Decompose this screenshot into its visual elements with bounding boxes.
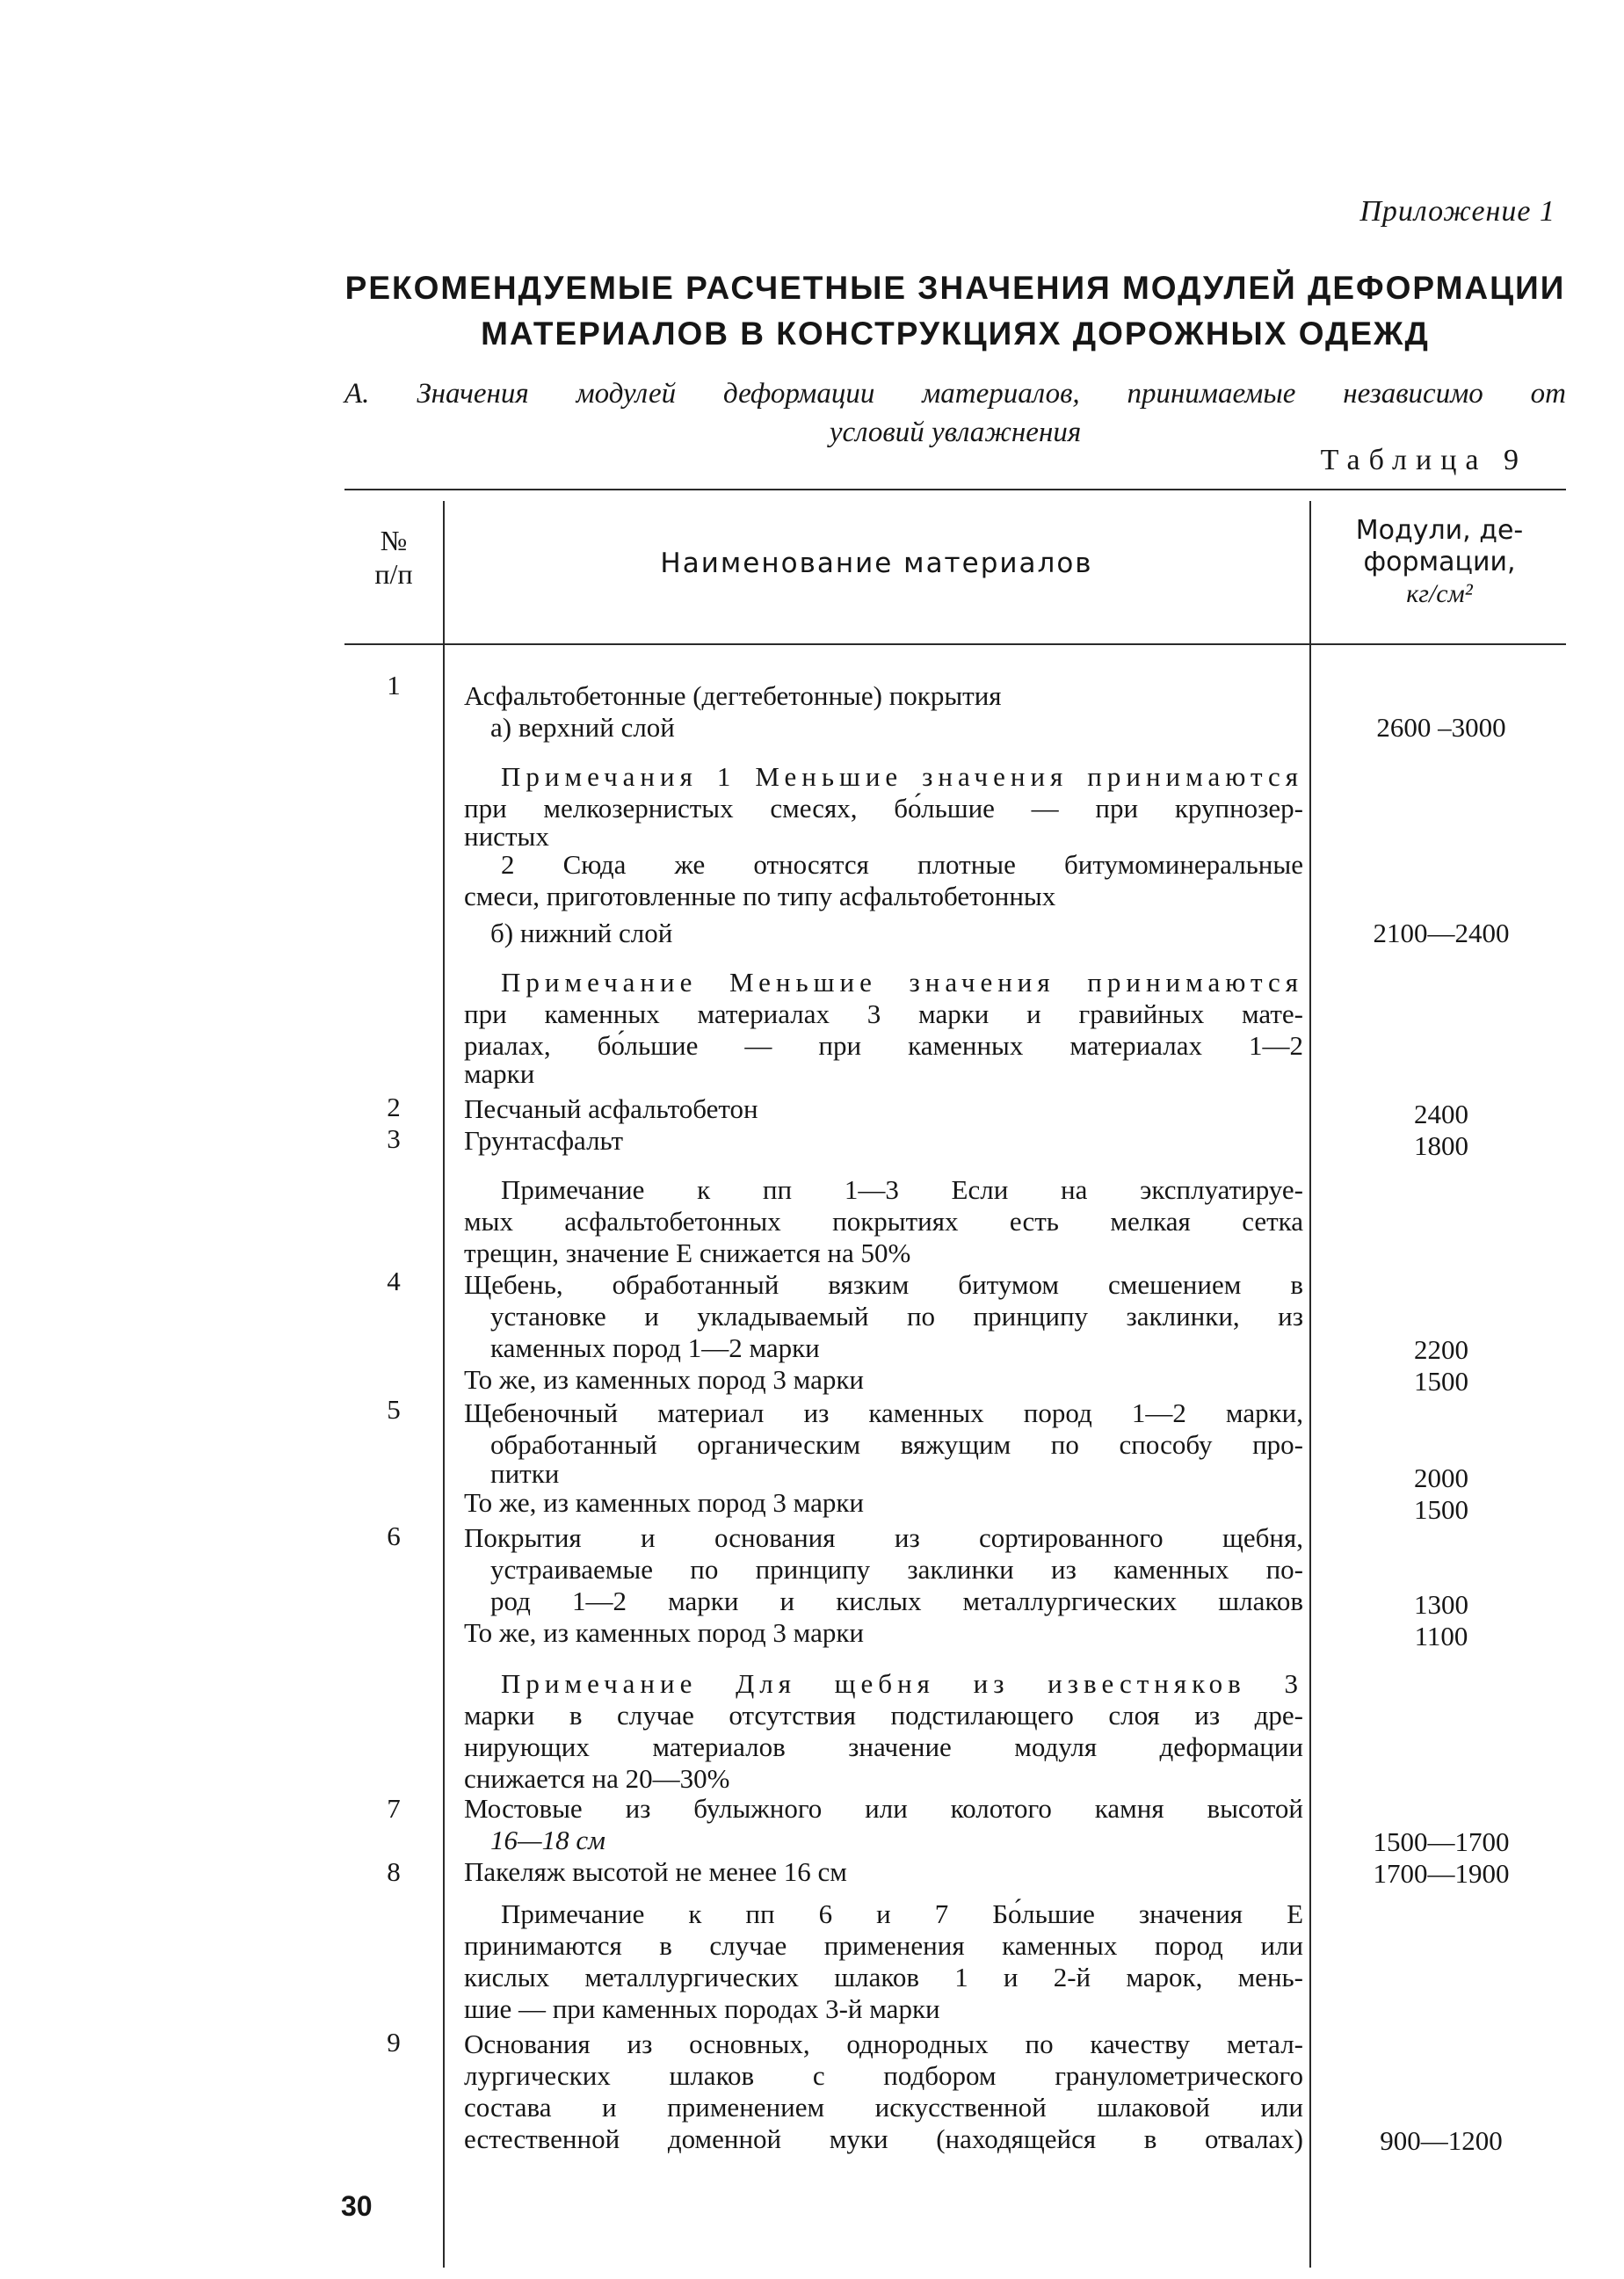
note-line: 2 Сюда же относятся плотные битумоминеральные	[501, 849, 1303, 880]
row-text-line: естественной доменной муки (находящейся в отвалах)	[464, 2123, 1303, 2154]
title-line-2: МАТЕРИАЛОВ В КОНСТРУКЦИЯХ ДОРОЖНЫХ ОДЕЖД	[481, 316, 1430, 352]
row-text-line: установке и укладываемый по принципу заклинки, из	[490, 1301, 1303, 1332]
appendix-label: Приложение 1	[1359, 195, 1555, 228]
header-material-name: Наименование материалов	[660, 548, 1093, 579]
row-number: 5	[387, 1394, 401, 1425]
table-note	[464, 1668, 1303, 1795]
note-line: марки в случае отсутствия подстилающего слоя из дре-	[464, 1700, 1303, 1731]
note-line: нистых	[464, 821, 549, 852]
table-label: Таблица 9	[1320, 444, 1527, 476]
note-line: снижается на 20—30%	[464, 1763, 730, 1794]
row-text-block	[464, 1397, 1303, 1487]
row-text: Пакеляж высотой не менее 16 см	[464, 1856, 847, 1887]
note-line: нирующих материалов значение модуля деформации	[464, 1731, 1303, 1762]
note-line: Примечание к пп 6 и 7 Бо́льшие значения E	[501, 1898, 1303, 1929]
row-text: Песчаный асфальтобетон	[464, 1093, 758, 1124]
row-text-block	[464, 1793, 1303, 1856]
note-line: Примечание к пп 1—3 Если на эксплуатируе-	[501, 1174, 1303, 1205]
row-text-line: состава и применением искусственной шлаковой или	[464, 2092, 1303, 2123]
row-value: 2100—2400	[1373, 918, 1510, 948]
note-line: смеси, приготовленные по типу асфальтобетонных	[464, 881, 1056, 911]
row-value: 2600 –3000	[1376, 712, 1506, 743]
table-note	[464, 1174, 1303, 1269]
row-text: Асфальтобетонные (дегтебетонные) покрытия	[464, 680, 1002, 711]
row-text-line: Щебеночный материал из каменных пород 1—2 марки,	[464, 1397, 1303, 1428]
row-value: 1100	[1414, 1621, 1468, 1651]
row-text-line: питки	[490, 1458, 560, 1489]
table-note	[464, 761, 1303, 912]
row-text: То же, из каменных пород 3 марки	[464, 1617, 864, 1648]
note-line: принимаются в случае применения каменных пород или	[464, 1930, 1303, 1961]
row-text: б) нижний слой	[490, 918, 673, 948]
note-line: риалах, бо́льшие — при каменных материалах 1—2	[464, 1030, 1303, 1061]
row-text: То же, из каменных пород 3 марки	[464, 1364, 864, 1395]
row-value: 1700—1900	[1373, 1858, 1510, 1889]
row-value: 2200	[1414, 1334, 1468, 1365]
row-value: 1500	[1414, 1494, 1468, 1525]
row-number: 6	[387, 1521, 401, 1551]
row-text-line: обработанный органическим вяжущим по способу про-	[490, 1429, 1303, 1460]
note-line: трещин, значение E снижается на 50%	[464, 1237, 911, 1268]
row-value: 1500—1700	[1373, 1826, 1510, 1857]
row-number: 3	[387, 1123, 401, 1154]
title-line-1: РЕКОМЕНДУЕМЫЕ РАСЧЕТНЫЕ ЗНАЧЕНИЯ МОДУЛЕЙ ДЕФОРМАЦИИ	[344, 270, 1566, 306]
row-text-line: лургических шлаков с подбором гранулометрического	[464, 2060, 1303, 2091]
row-text-line: 16—18 см	[490, 1825, 605, 1855]
row-number: 1	[387, 670, 401, 700]
row-text: Грунтасфальт	[464, 1125, 624, 1156]
row-number: 9	[387, 2027, 401, 2058]
row-number: 7	[387, 1793, 401, 1824]
table-note	[464, 1898, 1303, 2025]
row-value: 2000	[1414, 1462, 1468, 1493]
note-line: Примечание Меньшие значения принимаются	[501, 967, 1303, 998]
row-value: 1800	[1414, 1130, 1468, 1161]
row-value: 900—1200	[1380, 2125, 1503, 2156]
row-text-line: Основания из основных, однородных по качеству метал-	[464, 2029, 1303, 2059]
row-text-line: Щебень, обработанный вязким битумом смешением в	[464, 1269, 1303, 1300]
page-number: 30	[341, 2190, 373, 2222]
row-value: 1300	[1414, 1589, 1468, 1620]
header-modulus-line-1: Модули, де-	[1355, 515, 1524, 546]
row-text-block	[464, 1522, 1303, 1617]
row-text: То же, из каменных пород 3 марки	[464, 1487, 864, 1518]
header-number-sign: №	[380, 525, 408, 556]
row-text-line: Мостовые из булыжного или колотого камня высотой	[464, 1793, 1303, 1824]
row-text: а) верхний слой	[490, 712, 675, 743]
row-value: 2400	[1414, 1099, 1468, 1129]
subtitle-line-1: А. Значения модулей деформации материалов, принимаемые независимо от	[344, 378, 1566, 410]
row-text-line: род 1—2 марки и кислых металлургических шлаков	[490, 1586, 1303, 1616]
note-line: Примечания 1 Меньшие значения принимаются	[501, 761, 1303, 792]
table-note	[464, 967, 1303, 1089]
row-value: 1500	[1414, 1366, 1468, 1397]
note-line: при мелкозернистых смесях, бо́льшие — при крупнозер-	[464, 793, 1303, 824]
header-modulus-unit: кг/см²	[1406, 579, 1473, 608]
note-line: при каменных материалах 3 марки и гравийных мате-	[464, 998, 1303, 1029]
header-modulus-line-2: формации,	[1363, 547, 1516, 577]
note-line: кислых металлургических шлаков 1 и 2-й марок, мень-	[464, 1962, 1303, 1992]
note-line: марки	[464, 1058, 535, 1089]
row-text-block	[464, 2029, 1303, 2155]
row-number: 4	[387, 1266, 401, 1296]
note-line: шие — при каменных породах 3-й марки	[464, 1993, 940, 2024]
note-line: мых асфальтобетонных покрытиях есть мелкая сетка	[464, 1206, 1303, 1237]
row-text-line: устраиваемые по принципу заклинки из каменных по-	[490, 1554, 1303, 1585]
row-text-block	[464, 1269, 1303, 1364]
row-number: 8	[387, 1856, 401, 1887]
row-number: 2	[387, 1092, 401, 1122]
note-line: Примечание Для щебня из известняков 3	[501, 1668, 1303, 1699]
header-number-abbrev: п/п	[374, 558, 413, 590]
row-text-line: каменных пород 1—2 марки	[490, 1332, 820, 1363]
subtitle-line-2: условий увлажнения	[829, 417, 1082, 448]
row-text-line: Покрытия и основания из сортированного щебня,	[464, 1522, 1303, 1553]
